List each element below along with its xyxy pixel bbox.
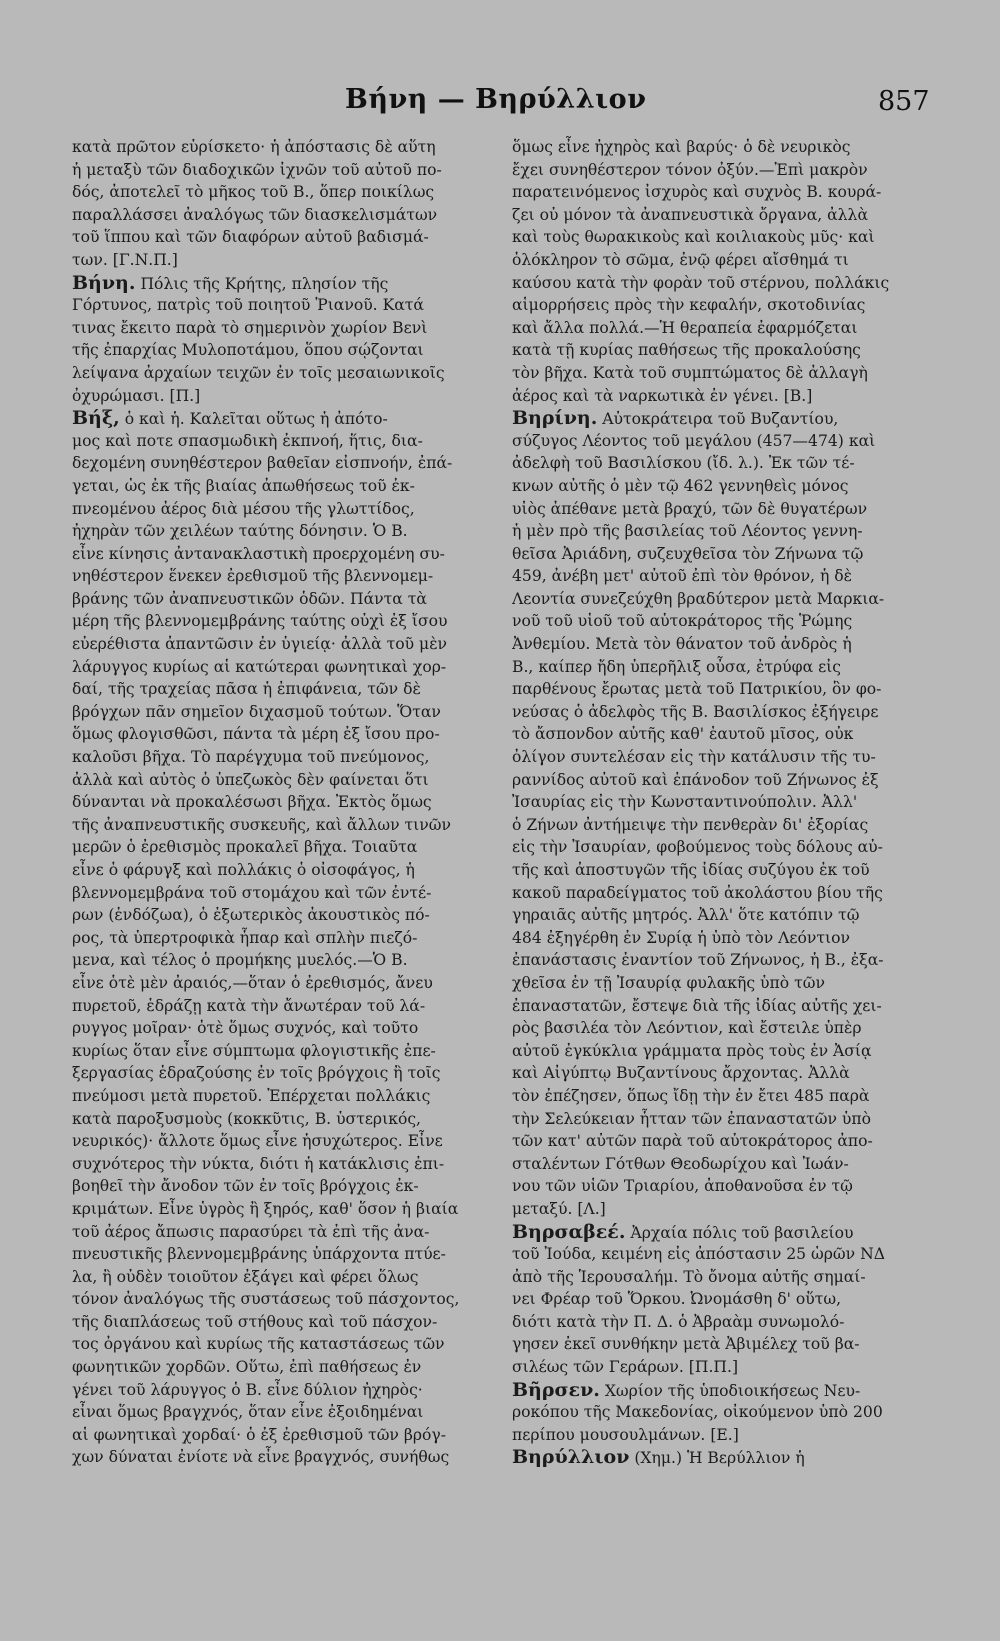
line-text: Ἰσαυρίας εἰς τὴν Κωνσταντινούπολιν. Ἀλλ' xyxy=(512,793,858,812)
text-line xyxy=(512,701,932,724)
text-line xyxy=(72,1085,490,1108)
line-text: νοῦ τοῦ υἱοῦ τοῦ αὐτοκράτορος τῆς Ῥώμης xyxy=(512,612,853,631)
text-line xyxy=(512,723,932,746)
line-text: νου τῶν υἱῶν Τριαρίου, ἀποθανοῦσα ἐν τῷ xyxy=(512,1177,853,1196)
text-line xyxy=(512,633,932,656)
text-line xyxy=(72,1017,490,1040)
line-text: ραννίδος αὐτοῦ καὶ ἐπάνοδον τοῦ Ζήνωνος ἐξ xyxy=(512,770,879,789)
text-line xyxy=(72,1130,490,1153)
line-text: χων δύναται ἐνίοτε νὰ εἶνε βραγχνός, συνήθως xyxy=(72,1448,450,1467)
text-line xyxy=(72,769,490,792)
text-line xyxy=(72,1221,490,1244)
text-line xyxy=(72,678,490,701)
line-text: ρὸς βασιλέα τὸν Λεόντιον, καὶ ἔστειλε ὑπὲρ xyxy=(512,1019,862,1038)
text-line xyxy=(72,1288,490,1311)
line-text: τοῦ ἀέρος ἄπωσις παρασύρει τὰ ἐπὶ τῆς ἀνα- xyxy=(72,1222,430,1241)
line-text: πνευστικῆς βλεννομεμβράνης ὑπάρχοντα πτύε- xyxy=(72,1245,446,1264)
line-text: νεύσας ὁ ἀδελφὸς τῆς Β. Βασιλίσκος ἐξήγειρε xyxy=(512,702,879,721)
entry-headword: Βηρύλλιον xyxy=(512,1446,630,1469)
text-line xyxy=(72,362,490,385)
text-line xyxy=(72,904,490,927)
line-text: Αὐτοκράτειρα τοῦ Βυζαντίου, xyxy=(597,410,839,429)
line-text: αὐτοῦ ἐγκύκλια γράμματα πρὸς τοὺς ἐν Ἀσίᾳ xyxy=(512,1041,872,1060)
text-line xyxy=(72,1153,490,1176)
text-line xyxy=(72,430,490,453)
line-text: κριμάτων. Εἶνε ὑγρὸς ἢ ξηρός, καθ' ὅσον ἡ βιαία xyxy=(72,1199,459,1218)
text-line xyxy=(512,656,932,679)
line-text: εἶναι ὅμως βραγχνός, ὅταν εἶνε ἐξοιδημέναι xyxy=(72,1403,424,1422)
text-line xyxy=(72,746,490,769)
text-line xyxy=(512,136,932,159)
entry-headword: Βηρσαβεέ. xyxy=(512,1220,626,1243)
line-text: εἶνε ὁ φάρυγξ καὶ πολλάκις ὁ οἰσοφάγος, ἡ xyxy=(72,861,415,879)
line-text: πυρετοῦ, ἑδράζῃ κατὰ τὴν ἄνωτέραν τοῦ λά- xyxy=(72,996,426,1015)
line-text: τὸ ἄσπονδον αὐτῆς καθ' ἑαυτοῦ μῖσος, οὐκ xyxy=(512,725,854,744)
line-text: δεχομένη συνηθέστερον βαθεῖαν εἰσπνοήν, ἐπά- xyxy=(72,454,453,473)
line-text: εἶνε κίνησις ἀντανακλαστικὴ προερχομένη συ- xyxy=(72,544,445,563)
text-line xyxy=(72,1266,490,1289)
line-text: καὶ ἄλλα πολλά.—Ἡ θεραπεία ἐφαρμόζεται xyxy=(512,318,858,337)
text-line xyxy=(512,1108,932,1131)
text-line xyxy=(72,1175,490,1198)
text-line xyxy=(512,927,932,950)
line-text: νει Φρέαρ τοῦ Ὅρκου. Ὠνομάσθη δ' οὕτω, xyxy=(512,1290,842,1309)
line-text: ζει οὐ μόνον τὰ ἀναπνευστικὰ ὄργανα, ἀλλὰ xyxy=(512,205,868,224)
line-text: τὸν βῆχα. Κατὰ τοῦ συμπτώματος δὲ ἀλλαγὴ xyxy=(512,363,868,382)
text-line xyxy=(72,633,490,656)
text-line xyxy=(512,317,932,340)
line-text: βρόγχων πᾶν σημεῖον διχασμοῦ τούτων. Ὅταν xyxy=(72,702,441,721)
line-text: Ἀνθεμίου. Μετὰ τὸν θάνατον τοῦ ἀνδρὸς ἡ xyxy=(512,635,852,654)
text-line xyxy=(512,1333,932,1356)
text-line xyxy=(72,226,490,249)
text-line xyxy=(72,181,490,204)
line-text: μος καὶ ποτε σπασμωδικὴ ἐκπνοή, ἥτις, δια- xyxy=(72,431,423,450)
line-text: μέρη τῆς βλεννομεμβράνης ταύτης οὐχὶ ἐξ ἴσου xyxy=(72,612,448,631)
line-text: περίπου μουσουλμάνων. [Ε.] xyxy=(512,1425,739,1444)
line-text: τῆς καὶ ἀποστυγῶν τῆς ἰδίας συζύγου ἐκ τοῦ xyxy=(512,861,870,879)
text-line xyxy=(72,927,490,950)
line-text: ἐπανάστασις ἐναντίον τοῦ Ζήνωνος, ἡ Β., ἐξα- xyxy=(512,951,884,970)
text-line xyxy=(72,452,490,475)
text-line xyxy=(72,836,490,859)
line-text: μεταξύ. [Λ.] xyxy=(512,1199,606,1218)
text-line xyxy=(512,204,932,227)
text-line xyxy=(72,791,490,814)
text-line xyxy=(512,746,932,769)
text-line xyxy=(72,317,490,340)
line-text: βοηθεῖ τὴν ἄνοδον τῶν ἐν τοῖς βρόγχοις ἐκ- xyxy=(72,1177,419,1196)
entry-headword: Βήνη. xyxy=(72,271,136,294)
text-line xyxy=(72,249,490,272)
text-line xyxy=(512,430,932,453)
text-line xyxy=(512,475,932,498)
line-text: τοῦ ἵππου καὶ τῶν διαφόρων αὐτοῦ βαδισμά- xyxy=(72,228,429,247)
text-line xyxy=(72,1379,490,1402)
text-line xyxy=(72,588,490,611)
line-text: νηθέστερον ἕνεκεν ἐρεθισμοῦ τῆς βλεννομεμ- xyxy=(72,567,434,586)
running-title: Βήνη — Βηρύλλιον xyxy=(345,84,647,115)
text-line xyxy=(512,836,932,859)
text-line xyxy=(512,678,932,701)
text-line xyxy=(512,1311,932,1334)
line-text: κατὰ τῇ κυρίας παθήσεως τῆς προκαλούσης xyxy=(512,341,861,360)
text-line xyxy=(512,1085,932,1108)
line-text: τῆς ἀναπνευστικῆς συσκευῆς, καὶ ἄλλων τινῶν xyxy=(72,815,451,834)
text-line xyxy=(72,272,490,295)
text-line xyxy=(72,723,490,746)
line-text: βράνης τῶν ἀναπνευστικῶν ὁδῶν. Πάντα τὰ xyxy=(72,589,427,608)
line-text: ἠχηρὰν τῶν χειλέων ταύτης δόνησιν. Ὁ Β. xyxy=(72,522,408,541)
line-text: δύνανται νὰ προκαλέσωσι βῆχα. Ἐκτὸς ὅμως xyxy=(72,793,432,812)
line-text: ροκόπου τῆς Μακεδονίας, οἰκούμενον ὑπὸ 200 xyxy=(512,1403,883,1422)
text-line xyxy=(72,1311,490,1334)
line-text: διότι κατὰ τὴν Π. Δ. ὁ Ἀβραὰμ συνωμολό- xyxy=(512,1312,845,1331)
line-text: καὶ τοὺς θωρακικοὺς καὶ κοιλιακοὺς μῦς· καὶ xyxy=(512,228,875,247)
line-text: μερῶν ὁ ἐρεθισμὸς προκαλεῖ βῆχα. Τοιαῦτα xyxy=(72,838,418,857)
text-line xyxy=(72,294,490,317)
text-line xyxy=(512,995,932,1018)
text-line xyxy=(512,1379,932,1402)
line-text: γησεν ἐκεῖ συνθήκην μετὰ Ἀβιμέλεχ τοῦ βα- xyxy=(512,1335,860,1354)
line-text: χθεῖσα ἐν τῇ Ἰσαυρίᾳ φυλακῆς ὑπὸ τῶν xyxy=(512,973,825,992)
line-text: τῶν κατ' αὐτῶν παρὰ τοῦ αὐτοκράτορος ἀπο- xyxy=(512,1132,873,1151)
line-text: λάρυγγος κυρίως αἱ κατώτεραι φωνητικαὶ χορ- xyxy=(72,657,447,676)
text-line xyxy=(72,159,490,182)
line-text: Χωρίον τῆς ὑποδιοικήσεως Νευ- xyxy=(599,1381,861,1400)
line-text: τῆς διαπλάσεως τοῦ στήθους καὶ τοῦ πάσχον- xyxy=(72,1312,438,1331)
line-text: ρος, τὰ ὑπερτροφικὰ ἧπαρ καὶ σπλὴν πιεζό- xyxy=(72,928,418,947)
line-text: θεῖσα Ἀριάδνη, συζευχθεῖσα τὸν Ζήνωνα τῷ xyxy=(512,544,864,563)
text-line xyxy=(72,498,490,521)
line-text: τινας ἔκειτο παρὰ τὸ σημερινὸν χωρίον Βενὶ xyxy=(72,318,428,337)
text-line xyxy=(512,814,932,837)
line-text: κατὰ παροξυσμοὺς (κοκκῦτις, Β. ὑστερικός, xyxy=(72,1109,422,1128)
text-line xyxy=(512,1130,932,1153)
text-line xyxy=(72,1243,490,1266)
text-line xyxy=(72,1446,490,1469)
line-text: λα, ἢ οὐδὲν τοιοῦτον ἐξάγει καὶ φέρει ὅλως xyxy=(72,1267,419,1286)
text-line xyxy=(512,498,932,521)
text-line xyxy=(512,1221,932,1244)
line-text: τόνον ἀναλόγως τῆς συστάσεως τοῦ πάσχοντος, xyxy=(72,1290,460,1309)
line-text: Ἀρχαία πόλις τοῦ βασιλείου xyxy=(625,1223,854,1242)
line-text: συχνότερος τὴν νύκτα, διότι ἡ κατάκλισις ἐπι- xyxy=(72,1154,445,1173)
text-line xyxy=(512,272,932,295)
text-line xyxy=(512,1446,932,1469)
line-text: πνεομένου ἀέρος διὰ μέσου τῆς γλωττίδος, xyxy=(72,499,415,518)
text-line xyxy=(512,407,932,430)
text-line xyxy=(512,882,932,905)
line-text: αἱ φωνητικαὶ χορδαί· ὁ ἐξ ἐρεθισμοῦ τῶν βρόγ- xyxy=(72,1425,447,1444)
text-line xyxy=(512,588,932,611)
line-text: βλεννομεμβράνα τοῦ στομάχου καὶ τῶν ἐντέ- xyxy=(72,883,432,902)
line-text: παρθένους ἔρωτας μετὰ τοῦ Πατρικίου, ὃν φο- xyxy=(512,680,882,699)
line-text: γηραιᾶς αὐτῆς μητρός. Ἀλλ' ὅτε κατόπιν τῷ xyxy=(512,906,860,925)
line-text: κυρίως ὅταν εἶνε σύμπτωμα φλογιστικῆς ἐπε- xyxy=(72,1041,436,1060)
text-line xyxy=(72,475,490,498)
line-text: ὁ καὶ ἡ. Καλεῖται οὕτως ἡ ἀπότο- xyxy=(119,410,388,429)
line-text: κνων αὐτῆς ὁ μὲν τῷ 462 γεννηθεὶς μόνος xyxy=(512,476,849,495)
line-text: ὅμως εἶνε ἠχηρὸς καὶ βαρύς· ὁ δὲ νευρικὸς xyxy=(512,138,851,156)
text-line xyxy=(512,769,932,792)
text-line xyxy=(512,339,932,362)
entry-headword: Βῆρσεν. xyxy=(512,1378,600,1401)
text-line xyxy=(72,882,490,905)
line-text: ξεργασίας ἑδραζούσης ἐν τοῖς βρόγχοις ἢ τοῖς xyxy=(72,1064,441,1083)
text-line xyxy=(512,181,932,204)
text-line xyxy=(512,1198,932,1221)
line-text: ὀχυρώμασι. [Π.] xyxy=(72,386,201,405)
text-line xyxy=(72,814,490,837)
text-line xyxy=(512,1040,932,1063)
text-line xyxy=(72,1040,490,1063)
line-text: εἶνε ὁτὲ μὲν ἀραιός,—ὅταν ὁ ἐρεθισμός, ἄνευ xyxy=(72,973,433,992)
text-line xyxy=(512,972,932,995)
text-line xyxy=(512,1153,932,1176)
line-text: τὴν Σελεύκειαν ἧτταν τῶν ἐπαναστατῶν ὑπὸ xyxy=(512,1109,872,1128)
line-text: ὀλίγον συντελέσαν εἰς τὴν κατάλυσιν τῆς τυ- xyxy=(512,748,876,767)
text-line xyxy=(72,520,490,543)
line-text: τῆς ἐπαρχίας Μυλοποτάμου, ὅπου σῴζονται xyxy=(72,341,424,360)
line-text: ἐπαναστατῶν, ἔστεψε διὰ τῆς ἰδίας αὐτῆς χει- xyxy=(512,996,882,1015)
text-line xyxy=(72,1356,490,1379)
line-text: ἀπὸ τῆς Ἱερουσαλήμ. Τὸ ὄνομα αὐτῆς σημαί- xyxy=(512,1267,866,1286)
text-line xyxy=(512,1356,932,1379)
text-line xyxy=(512,1424,932,1447)
line-text: γένει τοῦ λάρυγγος ὁ Β. εἶνε δύλιον ἠχηρὸς· xyxy=(72,1380,423,1399)
text-line xyxy=(512,294,932,317)
text-line xyxy=(512,565,932,588)
line-text: 484 ἐξηγέρθη ἐν Συρίᾳ ἡ ὑπὸ τὸν Λεόντιον xyxy=(512,928,850,947)
text-line xyxy=(72,204,490,227)
line-text: ρυγγος μοῖραν· ὁτὲ ὅμως συχνός, καὶ τοῦτο xyxy=(72,1019,419,1038)
text-line xyxy=(72,1424,490,1447)
entry-headword: Βήξ, xyxy=(72,407,120,430)
text-line xyxy=(512,159,932,182)
text-line xyxy=(512,904,932,927)
line-text: ἀλλὰ καὶ αὐτὸς ὁ ὑπεζωκὸς δὲν φαίνεται ὅτι xyxy=(72,770,429,789)
line-text: κατὰ πρῶτον εὑρίσκετο· ἡ ἀπόστασις δὲ αὕτη xyxy=(72,138,436,156)
line-text: εἰς τὴν Ἰσαυρίαν, φοβούμενος τοὺς δόλους αὐ- xyxy=(512,838,883,857)
line-text: σιλέως τῶν Γεράρων. [Π.Π.] xyxy=(512,1358,739,1377)
entry-headword: Βηρίνη. xyxy=(512,407,598,430)
text-line xyxy=(512,520,932,543)
text-line xyxy=(512,452,932,475)
line-text: ὁ Ζήνων ἀντήμειψε τὴν πενθερὰν δι' ἐξορίας xyxy=(512,815,869,834)
line-text: σταλέντων Γότθων Θεοδωρίχου καὶ Ἰωάν- xyxy=(512,1154,849,1173)
text-line xyxy=(72,1198,490,1221)
line-text: Β., καίπερ ἤδη ὑπερῆλιξ οὖσα, ἐτρύφα εἰς xyxy=(512,657,841,676)
line-text: ἔχει συνηθέστερον τόνον ὀξύν.—Ἐπὶ μακρὸν xyxy=(512,160,868,179)
line-text: 459, ἀνέβη μετ' αὐτοῦ ἐπὶ τὸν θρόνον, ἡ δὲ xyxy=(512,567,853,586)
line-text: μενα, καὶ τέλος ὁ προμήκης μυελός.—Ὁ Β. xyxy=(72,951,408,970)
text-line xyxy=(512,1288,932,1311)
line-text: καλοῦσι βῆχα. Τὸ παρέγχυμα τοῦ πνεύμονος, xyxy=(72,748,430,767)
text-line xyxy=(512,791,932,814)
line-text: Γόρτυνος, πατρὶς τοῦ ποιητοῦ Ῥιανοῦ. Κατά xyxy=(72,296,424,315)
line-text: ἡ μεταξὺ τῶν διαδοχικῶν ἰχνῶν τοῦ αὐτοῦ πο- xyxy=(72,160,442,179)
text-line xyxy=(72,610,490,633)
line-text: ρων (ἐνδόζωα), ὁ ἐξωτερικὸς ἀκουστικὸς πό- xyxy=(72,906,430,925)
line-text: νευρικός)· ἄλλοτε ὅμως εἶνε ἡσυχώτερος. Εἶνε xyxy=(72,1132,443,1151)
text-line xyxy=(72,385,490,408)
text-line xyxy=(72,995,490,1018)
line-text: καύσου κατὰ τὴν φορὰν τοῦ στέρνου, πολλάκις xyxy=(512,273,890,292)
line-text: γεται, ὡς ἐκ τῆς βιαίας ἀπωθήσεως τοῦ ἐκ- xyxy=(72,476,415,495)
line-text: σύζυγος Λέοντος τοῦ μεγάλου (457—474) καὶ xyxy=(512,431,876,450)
line-text: ἀδελφὴ τοῦ Βασιλίσκου (ἴδ. λ.). Ἐκ τῶν τέ- xyxy=(512,454,855,473)
line-text: Λεοντία συνεζεύχθη βραδύτερον μετὰ Μαρκια- xyxy=(512,589,885,608)
text-line xyxy=(72,701,490,724)
line-text: (Χημ.) Ἡ Βερύλλιον ἡ xyxy=(629,1449,805,1468)
text-line xyxy=(72,339,490,362)
line-text: εὐερέθιστα ἀπαντῶσιν ἐν ὑγιείᾳ· ἀλλὰ τοῦ μὲν xyxy=(72,635,448,654)
line-text: αἱμορρήσεις πρὸς τὴν κεφαλήν, σκοτοδινίας xyxy=(512,296,866,315)
text-line xyxy=(72,949,490,972)
text-line xyxy=(512,1266,932,1289)
text-line xyxy=(512,1017,932,1040)
text-line xyxy=(512,1175,932,1198)
line-text: κακοῦ παραδείγματος τοῦ ἀκολάστου βίου τῆς xyxy=(512,883,883,902)
right-column xyxy=(512,136,932,1469)
line-text: των. [Γ.Ν.Π.] xyxy=(72,250,178,269)
text-line xyxy=(72,1108,490,1131)
text-line xyxy=(512,249,932,272)
text-line xyxy=(72,972,490,995)
line-text: ἀέρος καὶ τὰ ναρκωτικὰ ἐν γένει. [Β.] xyxy=(512,386,813,405)
line-text: λείψανα ἀρχαίων τειχῶν ἐν τοῖς μεσαιωνικοῖς xyxy=(72,363,445,382)
text-line xyxy=(72,565,490,588)
line-text: παρατεινόμενος ἰσχυρὸς καὶ συχνὸς Β. κουρά- xyxy=(512,183,882,202)
line-text: ὅμως φλογισθῶσι, πάντα τὰ μέρη ἐξ ἴσου προ- xyxy=(72,725,440,744)
line-text: τος ὀργάνου καὶ κυρίως τῆς καταστάσεως τῶν xyxy=(72,1335,445,1354)
text-line xyxy=(72,1333,490,1356)
text-line xyxy=(512,1062,932,1085)
line-text: τὸν ἐπέζησεν, ὅπως ἴδῃ τὴν ἐν ἔτει 485 παρὰ xyxy=(512,1086,870,1105)
text-line xyxy=(512,1401,932,1424)
page-number: 857 xyxy=(878,86,930,117)
line-text: δαί, τῆς τραχείας πᾶσα ἡ ἐπιφάνεια, τῶν δὲ xyxy=(72,680,421,699)
line-text: δός, ἀποτελεῖ τὸ μῆκος τοῦ Β., ὅπερ ποικίλως xyxy=(72,183,435,202)
line-text: τοῦ Ἰούδα, κειμένη εἰς ἀπόστασιν 25 ὡρῶν ΝΔ xyxy=(512,1245,885,1264)
text-line xyxy=(512,859,932,882)
line-text: ὁλόκληρον τὸ σῶμα, ἐνῷ φέρει αἴσθημά τι xyxy=(512,250,849,269)
text-line xyxy=(512,610,932,633)
text-line xyxy=(72,656,490,679)
line-text: καὶ Αἰγύπτῳ Βυζαντίνους ἄρχοντας. Ἀλλὰ xyxy=(512,1064,850,1083)
line-text: ἡ μὲν πρὸ τῆς βασιλείας τοῦ Λέοντος γεννη- xyxy=(512,522,863,541)
text-line xyxy=(72,407,490,430)
line-text: υἱὸς ἀπέθανε μετὰ βραχύ, τῶν δὲ θυγατέρων xyxy=(512,499,868,518)
line-text: φωνητικῶν χορδῶν. Οὕτω, ἐπὶ παθήσεως ἐν xyxy=(72,1358,422,1377)
text-line xyxy=(72,543,490,566)
text-line xyxy=(72,1401,490,1424)
text-line xyxy=(512,949,932,972)
text-line xyxy=(72,1062,490,1085)
text-line xyxy=(72,136,490,159)
text-line xyxy=(72,859,490,882)
line-text: πνεύμοσι μετὰ πυρετοῦ. Ἐπέρχεται πολλάκις xyxy=(72,1086,431,1105)
line-text: παραλλάσσει ἀναλόγως τῶν διασκελισμάτων xyxy=(72,205,438,224)
text-line xyxy=(512,226,932,249)
text-line xyxy=(512,543,932,566)
text-line xyxy=(512,385,932,408)
text-line xyxy=(512,1243,932,1266)
text-line xyxy=(512,362,932,385)
left-column xyxy=(72,136,490,1469)
line-text: Πόλις τῆς Κρήτης, πλησίον τῆς xyxy=(135,274,389,293)
